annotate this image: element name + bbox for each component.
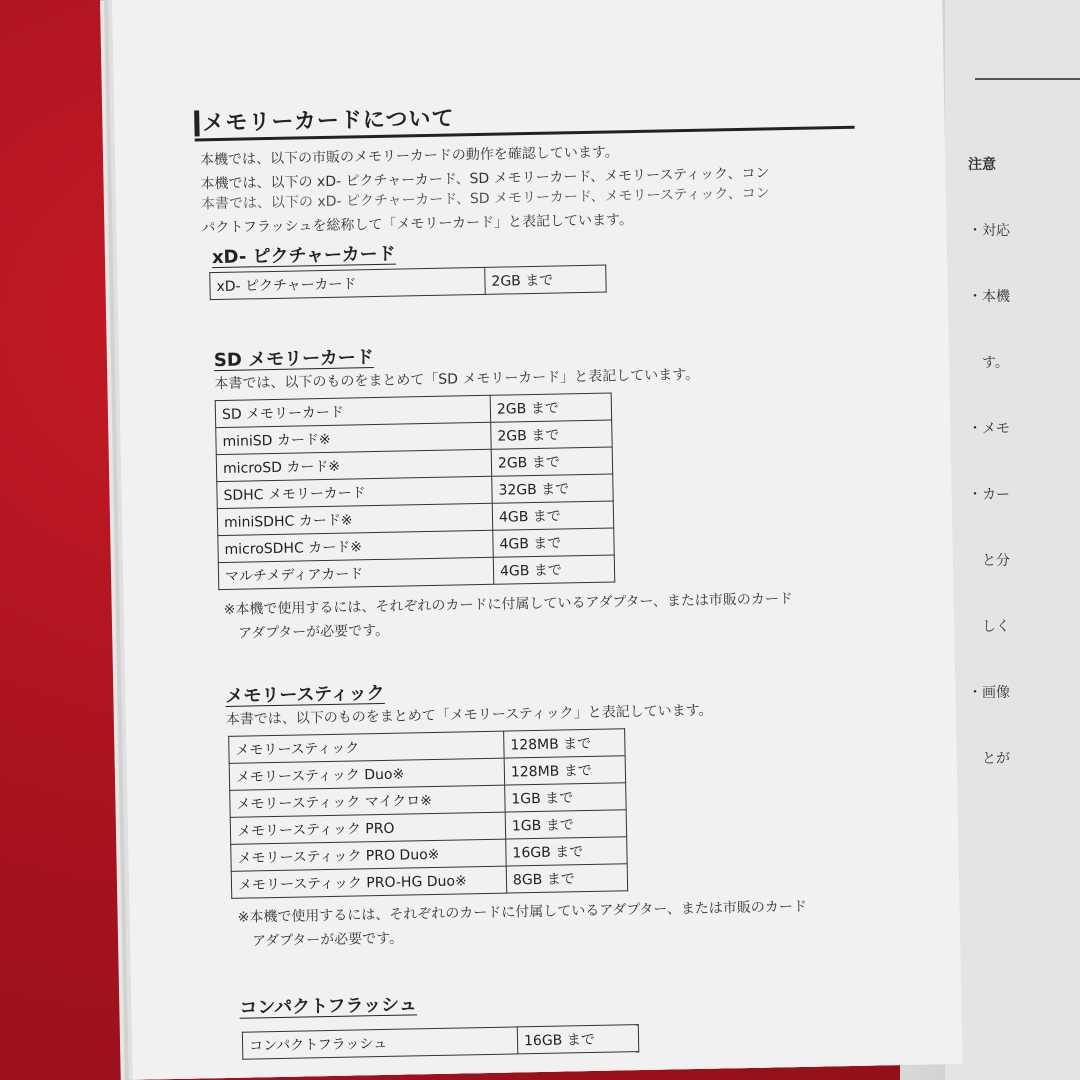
card-name: SDHC メモリーカード <box>217 476 492 508</box>
card-name: コンパクトフラッシュ <box>242 1027 517 1059</box>
warning-line: ・カー <box>968 487 1010 503</box>
heading-marker <box>194 110 199 136</box>
card-name: microSD カード※ <box>216 449 491 481</box>
card-capacity: 4GB まで <box>493 555 614 584</box>
section-title-compactflash: コンパクトフラッシュ <box>239 994 418 1019</box>
card-capacity: 8GB まで <box>506 864 627 893</box>
card-name: xD- ピクチャーカード <box>210 267 485 299</box>
card-name: メモリースティック PRO Duo※ <box>231 839 506 871</box>
adjacent-page-rule <box>975 78 1080 80</box>
card-capacity: 2GB まで <box>490 393 611 422</box>
card-capacity: 16GB まで <box>506 837 627 866</box>
warning-label: 注意 <box>968 157 996 173</box>
memory-stick-table <box>228 728 628 899</box>
warning-line: ・本機 <box>968 289 1010 305</box>
sd-footnote: ※本機で使用するには、それぞれのカードに付属しているアダプター、または市販のカード <box>223 591 793 618</box>
xd-table <box>209 265 606 301</box>
card-capacity: 2GB まで <box>491 447 612 476</box>
sd-table <box>215 392 616 590</box>
intro-line: 本機では、以下の xD- ピクチャーカード、SD メモリーカード、メモリースティック、コン <box>200 165 770 193</box>
section-title-sd: SD メモリーカード <box>213 347 374 372</box>
card-name: メモリースティック PRO-HG Duo※ <box>231 866 506 898</box>
warning-line: とが <box>968 751 1010 767</box>
card-name: miniSDHC カード※ <box>217 503 492 535</box>
card-capacity: 4GB まで <box>492 501 613 530</box>
manual-page <box>112 0 963 1080</box>
memory-stick-footnote: アダプターが必要です。 <box>237 930 404 950</box>
sd-footnote: アダプターが必要です。 <box>224 622 390 642</box>
card-name: メモリースティック PRO <box>230 812 505 844</box>
section-title-memory-stick: メモリースティック <box>225 682 385 707</box>
warning-line: ・画像 <box>968 685 1010 701</box>
card-capacity: 32GB まで <box>492 474 613 503</box>
intro-line: 本書では、以下の xD- ピクチャーカード、SD メモリーカード、メモリースティック、コン <box>200 185 770 213</box>
table-row <box>210 265 606 300</box>
memory-stick-footnote: ※本機で使用するには、それぞれのカードに付属しているアダプター、または市販のカード <box>237 898 807 926</box>
card-capacity: 128MB まで <box>504 729 625 758</box>
table-row <box>242 1025 638 1060</box>
card-capacity: 4GB まで <box>493 528 614 557</box>
intro-line: パクトフラッシュを総称して「メモリーカード」と表記しています。 <box>201 212 634 237</box>
page-heading: メモリーカードについて <box>202 106 455 137</box>
section-title-xd: xD- ピクチャーカード <box>211 243 396 269</box>
card-capacity: 2GB まで <box>491 420 612 449</box>
warning-line: す。 <box>968 355 1009 371</box>
card-capacity: 16GB まで <box>517 1025 638 1054</box>
card-capacity: 1GB まで <box>505 783 626 812</box>
warning-line: ・メモ <box>968 421 1010 437</box>
card-capacity: 1GB まで <box>505 810 626 839</box>
warning-line: ・対応 <box>968 223 1010 239</box>
warning-line: しく <box>968 619 1010 635</box>
card-name: microSDHC カード※ <box>218 530 493 562</box>
card-name: SD メモリーカード <box>215 395 490 427</box>
card-name: メモリースティック <box>229 731 504 763</box>
card-name: マルチメディアカード <box>218 557 493 589</box>
compactflash-table <box>242 1024 639 1060</box>
warning-line: と分 <box>968 553 1010 569</box>
memory-stick-description: 本書では、以下のものをまとめて「メモリースティック」と表記しています。 <box>225 702 713 728</box>
adjacent-page-text <box>968 110 1080 792</box>
card-capacity: 2GB まで <box>485 265 606 294</box>
sd-description: 本書では、以下のものをまとめて「SD メモリーカード」と表記しています。 <box>214 366 700 393</box>
intro-line: 本機では、以下の市販のメモリーカードの動作を確認しています。 <box>199 144 619 169</box>
card-name: メモリースティック Duo※ <box>229 758 504 790</box>
card-name: メモリースティック マイクロ※ <box>230 785 505 817</box>
card-capacity: 128MB まで <box>504 756 625 785</box>
card-name: miniSD カード※ <box>216 422 491 454</box>
